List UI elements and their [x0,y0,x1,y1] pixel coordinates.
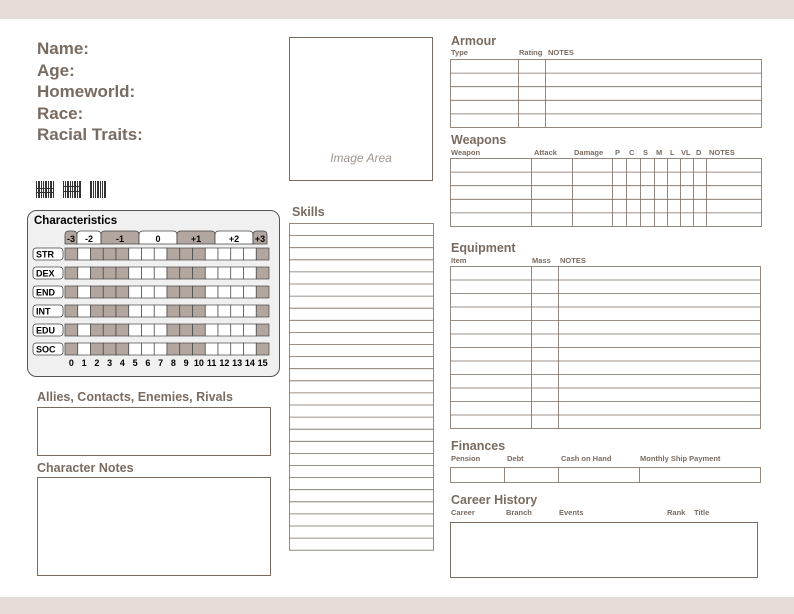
stat-cell[interactable] [78,324,91,336]
scale-number: 1 [81,358,87,368]
finances-title: Finances [451,439,506,453]
stat-cell[interactable] [91,343,104,355]
modifier-label: 0 [155,234,161,244]
equipment-header-notes: NOTES [560,256,586,265]
stat-cell[interactable] [78,248,91,260]
homeworld-label: Homeworld: [37,82,136,101]
modifier-label: +1 [190,234,202,244]
stat-cell[interactable] [231,343,244,355]
age-label: Age: [37,60,75,80]
stat-cell[interactable] [78,267,91,279]
stat-cell[interactable] [180,343,193,355]
stat-cell[interactable] [154,305,167,317]
stat-cell[interactable] [91,324,104,336]
armour-title: Armour [451,34,497,48]
stat-cell[interactable] [218,248,231,260]
equipment-table[interactable] [450,266,763,430]
weapons-header: C [629,148,635,157]
stat-cell[interactable] [91,267,104,279]
armour-table[interactable] [450,59,763,129]
stat-cell[interactable] [256,267,269,279]
barcode-icon [63,181,81,198]
weapons-header: M [656,148,663,157]
weapons-header: Damage [574,148,604,157]
stat-cell[interactable] [193,286,206,298]
equipment-header-item: Item [451,256,467,265]
finances-header: Monthly Ship Payment [640,454,721,463]
stat-cell[interactable] [205,286,218,298]
career-box[interactable] [450,522,758,578]
scale-number: 8 [170,358,176,368]
skills-table[interactable] [289,223,435,551]
stat-cell[interactable] [103,324,116,336]
scale-number: 6 [145,358,151,368]
weapons-header: P [615,148,621,157]
stat-cell[interactable] [244,267,257,279]
stat-cell[interactable] [142,305,155,317]
stat-cell[interactable] [129,343,142,355]
stat-cell[interactable] [116,324,129,336]
stat-cell[interactable] [167,286,180,298]
stat-cell[interactable] [78,343,91,355]
stat-cell[interactable] [103,305,116,317]
image-area[interactable] [289,37,433,181]
scale-number: 10 [193,358,204,368]
stat-cell[interactable] [142,324,155,336]
stat-cell[interactable] [193,324,206,336]
weapons-header: Weapon [451,148,481,157]
stat-cell[interactable] [231,248,244,260]
armour-header-notes: NOTES [548,48,574,57]
stat-cell[interactable] [154,343,167,355]
stat-cell[interactable] [154,267,167,279]
stat-label: END [36,287,56,298]
stat-cell[interactable] [205,305,218,317]
armour-header-rating: Rating [519,48,543,57]
stat-cell[interactable] [167,248,180,260]
stat-cell[interactable] [244,305,257,317]
stat-label: INT [36,306,51,317]
stat-cell[interactable] [116,267,129,279]
scale-number: 15 [257,358,268,368]
stat-cell[interactable] [129,305,142,317]
stat-cell[interactable] [65,324,78,336]
scale-number: 2 [94,358,100,368]
stat-cell[interactable] [129,248,142,260]
stat-cell[interactable] [256,343,269,355]
stat-cell[interactable] [205,267,218,279]
scale-number: 14 [244,358,255,368]
career-title: Career History [451,493,538,507]
stat-cell[interactable] [231,286,244,298]
barcode-icons [36,180,116,200]
skills-title: Skills [292,205,325,219]
stat-cell[interactable] [154,248,167,260]
stat-cell[interactable] [78,305,91,317]
career-header: Branch [506,508,532,517]
career-header: Events [559,508,584,517]
stat-cell[interactable] [193,305,206,317]
weapons-table[interactable] [450,158,763,228]
stat-cell[interactable] [129,324,142,336]
stat-cell[interactable] [256,324,269,336]
stat-cell[interactable] [256,286,269,298]
stat-cell[interactable] [65,286,78,298]
scale-number: 9 [183,358,189,368]
stat-cell[interactable] [180,324,193,336]
stat-cell[interactable] [142,248,155,260]
scale-number: 5 [132,358,138,368]
characteristics-title: Characteristics [34,215,118,227]
career-header: Career [451,508,475,517]
equipment-title: Equipment [451,241,516,255]
finances-header: Pension [451,454,481,463]
scale-number: 4 [119,358,125,368]
weapons-header: L [670,148,675,157]
allies-box[interactable] [37,407,271,456]
stat-cell[interactable] [103,248,116,260]
career-header: Title [694,508,710,517]
stat-cell[interactable] [142,286,155,298]
stat-cell[interactable] [103,286,116,298]
stat-cell[interactable] [167,343,180,355]
stat-cell[interactable] [116,343,129,355]
armour-header-type: Type [451,48,468,57]
stat-label: SOC [36,344,56,355]
stat-cell[interactable] [167,305,180,317]
stat-cell[interactable] [154,286,167,298]
name-label: Name: [37,39,89,58]
stat-cell[interactable] [65,305,78,317]
image-area-label: Image Area [330,151,392,165]
stat-cell[interactable] [193,343,206,355]
stat-cell[interactable] [180,286,193,298]
stat-cell[interactable] [218,267,231,279]
scale-number: 11 [206,358,217,368]
stat-cell[interactable] [218,305,231,317]
stat-cell[interactable] [231,305,244,317]
stat-label: DEX [36,268,55,279]
stat-cell[interactable] [231,267,244,279]
stat-cell[interactable] [205,324,218,336]
modifier-label: -3 [66,234,76,244]
stat-cell[interactable] [65,248,78,260]
barcode-icon [36,181,54,198]
stat-cell[interactable] [244,324,257,336]
finances-table[interactable] [450,467,763,484]
scale-number: 3 [107,358,113,368]
stat-cell[interactable] [256,305,269,317]
stat-cell[interactable] [218,343,231,355]
stat-cell[interactable] [244,248,257,260]
stat-cell[interactable] [103,267,116,279]
equipment-header-mass: Mass [532,256,551,265]
stat-cell[interactable] [218,324,231,336]
scale-number: 0 [68,358,74,368]
racial-traits-label: Racial Traits: [37,125,143,144]
stat-label: STR [36,249,54,260]
stat-cell[interactable] [78,286,91,298]
weapons-title: Weapons [451,133,507,147]
weapons-header: D [696,148,702,157]
stat-cell[interactable] [205,343,218,355]
modifier-label: -1 [115,234,125,244]
stat-cell[interactable] [116,248,129,260]
stat-cell[interactable] [193,248,206,260]
stat-cell[interactable] [103,343,116,355]
scale-number: 7 [158,358,164,368]
weapons-header: VL [681,148,691,157]
identity-fields [37,38,143,146]
stat-cell[interactable] [180,305,193,317]
stat-cell[interactable] [193,267,206,279]
stat-cell[interactable] [91,305,104,317]
scale-number: 13 [232,358,243,368]
scale-number: 12 [219,358,230,368]
stat-cell[interactable] [91,248,104,260]
allies-title: Allies, Contacts, Enemies, Rivals [37,390,233,404]
modifier-label: -2 [84,234,94,244]
finances-header: Debt [507,454,524,463]
notes-box[interactable] [37,477,271,576]
top-band [0,0,794,19]
race-label: Race: [37,103,84,123]
stat-cell[interactable] [142,267,155,279]
stat-cell[interactable] [154,324,167,336]
modifier-label: +3 [254,234,266,244]
stat-cell[interactable] [205,248,218,260]
stat-cell[interactable] [218,286,231,298]
stat-cell[interactable] [180,248,193,260]
stat-cell[interactable] [167,267,180,279]
characteristics-panel [27,210,281,378]
stat-cell[interactable] [244,286,257,298]
stat-cell[interactable] [116,286,129,298]
stat-cell[interactable] [65,343,78,355]
notes-title: Character Notes [37,461,134,475]
stat-cell[interactable] [256,248,269,260]
stat-cell[interactable] [129,286,142,298]
barcode-icon [90,181,106,198]
stat-cell[interactable] [180,267,193,279]
modifier-label: +2 [228,234,240,244]
stat-cell[interactable] [91,286,104,298]
stat-cell[interactable] [116,305,129,317]
stat-cell[interactable] [142,343,155,355]
bottom-band [0,597,794,614]
weapons-header: S [643,148,649,157]
weapons-header: Attack [534,148,557,157]
stat-cell[interactable] [244,343,257,355]
stat-cell[interactable] [65,267,78,279]
stat-label: EDU [36,325,56,336]
stat-cell[interactable] [167,324,180,336]
finances-header: Cash on Hand [561,454,612,463]
stat-cell[interactable] [129,267,142,279]
weapons-header: NOTES [709,148,735,157]
career-header: Rank [667,508,686,517]
stat-cell[interactable] [231,324,244,336]
